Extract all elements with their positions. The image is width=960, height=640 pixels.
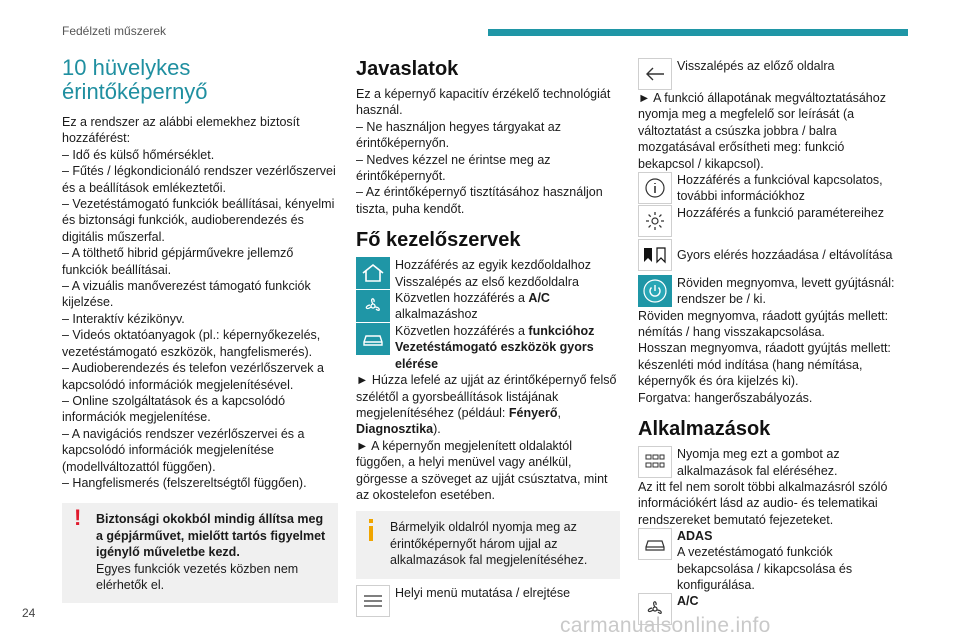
feature-item: – A tölthető hibrid gépjárművekre jellemző funkciók beállításai.: [62, 246, 294, 277]
page-title-line-2: érintőképernyő: [62, 79, 208, 104]
back-arrow-icon: [638, 58, 672, 90]
fan-icon: [356, 290, 390, 322]
feature-item: – Idő és külső hőmérséklet.: [62, 147, 215, 162]
controls-heading: Fő kezelőszervek: [356, 229, 521, 252]
bookmark-control-row: [638, 239, 904, 271]
warning-text: Egyes funkciók vezetés közben nem elérhetők el.: [96, 561, 299, 592]
scroll-instruction: ► A képernyőn megjelenített oldalaktól függően, a helyi menüvel vagy anélkül, görgesse a szöveget az ujját csúsztatva, mint az okostelefon esetében.: [356, 438, 608, 502]
car-icon: [356, 323, 390, 355]
running-header: Fedélzeti műszerek: [62, 24, 167, 38]
page-number: 24: [22, 606, 36, 620]
state-instruction: ► A funkció állapotának megváltoztatásához nyomja meg a megfelelő sor leírását (a változtatást a csúszka jobbra / balra mozgatásával erősítheti meg: funkció bekapcsol / kikapcsol).: [638, 91, 886, 171]
apps-heading: Alkalmazások: [638, 418, 771, 441]
swipe-text-post: ).: [433, 422, 441, 437]
power-control-text: Röviden megnyomva, levett gyújtásnál: rendszer be / ki.: [677, 275, 895, 307]
ac-control-text: [395, 290, 620, 323]
feature-item: – A navigációs rendszer vezérlőszervei és a kapcsolódó információk megjelenítése (modellváltozattól függően).: [62, 426, 305, 474]
adas-text-pre: Közvetlen hozzáférés a: [395, 323, 529, 338]
home-control-row: [356, 257, 620, 290]
power-button-icon: [638, 275, 672, 307]
warning-icon: !: [74, 505, 82, 531]
power-instruction: Forgatva: hangerőszabályozás.: [638, 390, 813, 405]
apps-control-row: [638, 446, 904, 479]
swipe-text-mid: ,: [557, 405, 561, 420]
menu-control-row: [356, 585, 620, 617]
home-control-text: Hozzáférés az egyik kezdőoldalhoz Visszalépés az első kezdőoldalra: [395, 258, 591, 289]
adas-text-bold: funkcióhoz Vezetéstámogató eszközök gyors elérése: [395, 323, 595, 371]
tips-heading: Javaslatok: [356, 58, 459, 80]
info-control-row: [638, 172, 904, 205]
info-control-text: Hozzáférés a funkcióval kapcsolatos, további információkhoz: [677, 173, 883, 204]
adas-app-text: [677, 528, 712, 544]
header-accent-bar: [488, 29, 908, 36]
ac-text-pre: Közvetlen hozzáférés a: [395, 291, 529, 306]
back-control-row: [638, 58, 904, 90]
feature-item: – Interaktív kézikönyv.: [62, 311, 185, 326]
info-circle-icon: [638, 172, 672, 204]
safety-warning-box: [62, 503, 338, 603]
hamburger-menu-icon: [356, 585, 390, 617]
back-control-text: Visszalépés az előző oldalra: [677, 59, 835, 73]
info-icon: [369, 519, 373, 541]
feature-item: – Fűtés / légkondicionáló rendszer vezérlőszervei és a beállítások emlékeztetői.: [62, 164, 336, 195]
power-instruction: Röviden megnyomva, ráadott gyújtás mellett: némítás / hang visszakapcsolása.: [638, 308, 889, 340]
page-title-line-1: 10 hüvelykes: [62, 55, 191, 80]
adas-app-description: A vezetéstámogató funkciók bekapcsolása / kikapcsolása és konfigurálása.: [677, 545, 853, 592]
menu-control-text: Helyi menü mutatása / elrejtése: [395, 585, 571, 600]
home-icon: [356, 257, 390, 289]
settings-control-row: [638, 205, 904, 237]
feature-item: – A vizuális manőverezést támogató funkciók kijelzése.: [62, 279, 311, 310]
column-2: [356, 58, 620, 617]
feature-item: – Vezetéstámogató funkciók beállításai, kényelmi és biztonsági funkciók, audioberendezés és digitális műszerfal.: [62, 197, 335, 244]
warning-bold-text: Biztonsági okokból mindig állítsa meg a gépjárművet, mielőtt tartós figyelmet igénylő műveletbe kezd.: [96, 512, 326, 560]
power-instruction: Hosszan megnyomva, ráadott gyújtás mellett: készenléti mód indítása (hang némítása, képernyők és óra kijelzés ki).: [638, 341, 891, 389]
ac-text-post: alkalmazáshoz: [395, 307, 478, 322]
column-3: [638, 58, 904, 625]
swipe-instruction: [356, 372, 620, 438]
swipe-text-bold-2: Diagnosztika: [356, 422, 434, 437]
info-text: Bármelyik oldalról nyomja meg az érintőképernyőt három ujjal az alkalmazások fal megjelenítéséhez.: [390, 520, 588, 568]
apps-grid-icon: [638, 446, 672, 478]
adas-app-label: ADAS: [677, 529, 713, 544]
info-box: [356, 511, 620, 578]
gear-icon: [638, 205, 672, 237]
settings-control-text: Hozzáférés a funkció paramétereihez: [677, 205, 885, 220]
tip-item: – Ne használjon hegyes tárgyakat az érintőképernyőn.: [356, 119, 561, 151]
feature-item: – Online szolgáltatások és a kapcsolódó információk megjelenítése.: [62, 393, 286, 425]
tip-item: – Nedves kézzel ne érintse meg az érintőképernyőt.: [356, 152, 551, 184]
bookmark-icon: [638, 239, 672, 271]
page-title: [62, 56, 338, 104]
car-outline-icon: [638, 528, 672, 560]
apps-control-text: Nyomja meg ezt a gombot az alkalmazások fal eléréséhez.: [677, 447, 840, 478]
adas-control-text: [395, 323, 620, 372]
intro-text: Ez a rendszer az alábbi elemekhez biztosít hozzáférést:: [62, 115, 300, 146]
tips-intro: Ez a képernyő kapacitív érzékelő technológiát használ.: [356, 87, 611, 118]
ac-control-row: [356, 290, 620, 323]
tip-item: – Az érintőképernyő tisztításához használjon tiszta, puha kendőt.: [356, 185, 603, 216]
ac-text-bold: A/C: [528, 291, 550, 306]
adas-control-row: [356, 323, 620, 372]
feature-item: – Videós oktatóanyagok (pl.: képernyőkezelés, vezetéstámogató eszközök, hangfelismerés).: [62, 328, 321, 359]
swipe-text-bold-1: Fényerő: [508, 405, 558, 420]
feature-item: – Hangfelismerés (felszereltségtől függően).: [62, 475, 307, 490]
column-1: [62, 56, 338, 603]
bookmark-control-text: Gyors elérés hozzáadása / eltávolítása: [677, 247, 893, 262]
feature-item: – Audioberendezés és telefon vezérlőszervek a kapcsolódó információk megjelenítésével.: [62, 361, 324, 392]
swipe-text-pre: ► Húzza lefelé az ujját az érintőképernyő felső szélétől a gyorsbeállítások listájának megjelenítéséhez (például:: [356, 373, 617, 420]
apps-description: Az itt fel nem sorolt többi alkalmazásról szóló információkért lásd az audio- és telematikai rendszereket bemutató fejezeteket.: [638, 479, 888, 527]
ac-app-label: A/C: [677, 594, 699, 609]
watermark: carmanualsonline.info: [560, 614, 771, 637]
power-control-row: [638, 275, 904, 308]
